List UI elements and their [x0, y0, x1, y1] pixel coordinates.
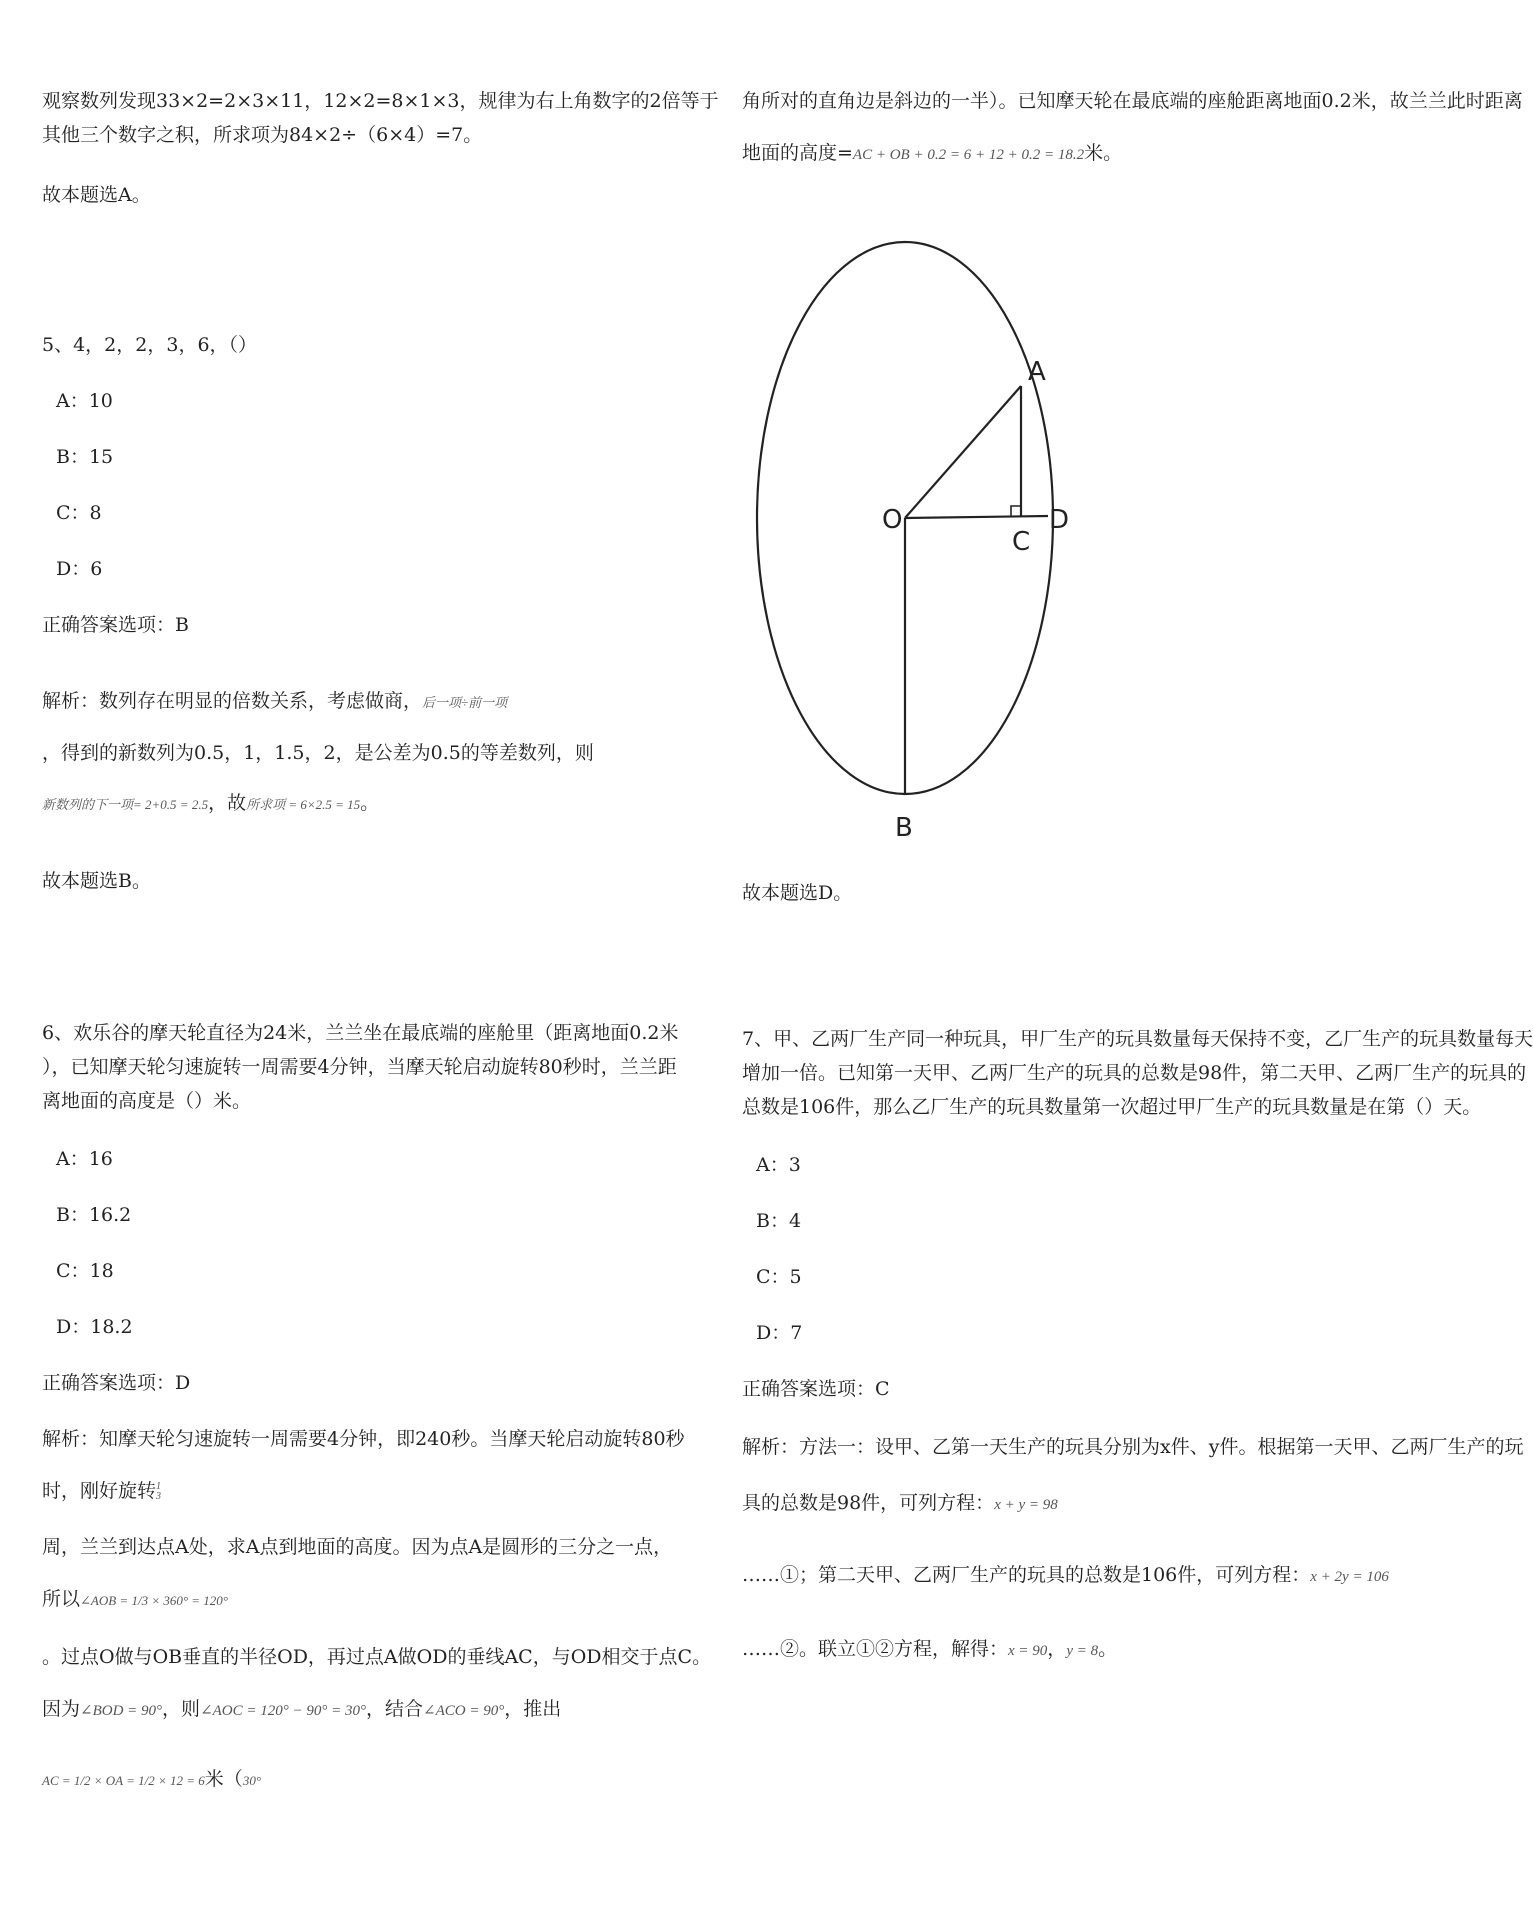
q5-formula-next-term: 新数列的下一项= 2+0.5 = 2.5: [42, 797, 209, 812]
q6-then: ，则: [162, 1698, 201, 1720]
q5-option-b: B：15: [56, 446, 114, 468]
q5-analysis-line-3: [42, 790, 379, 818]
q7-stem-line-2: 增加一倍。已知第一天甲、乙两厂生产的玩具的总数是98件，第二天甲、乙两厂生产的玩具的: [742, 1062, 1527, 1084]
q5-analysis-end: 。: [360, 792, 380, 814]
label-a: A: [1028, 357, 1046, 387]
right-angle-marker: [1011, 506, 1021, 516]
label-c: C: [1012, 527, 1031, 557]
q7-total-day1-text: 具的总数是98件，可列方程：: [742, 1492, 995, 1514]
radius-od: [905, 516, 1048, 518]
q6-option-c: C：18: [56, 1260, 114, 1282]
q7-option-b: B：4: [756, 1210, 802, 1232]
q5-analysis-line-1: [42, 688, 507, 716]
q5-analysis-text: 解析：数列存在明显的倍数关系，考虑做商，: [42, 690, 423, 712]
prev-solution-line-1: 观察数列发现33×2=2×3×11，12×2=8×1×3，规律为右上角数字的2倍等于: [42, 90, 719, 112]
label-o: O: [882, 505, 903, 535]
q6-stem-line-1: 6、欢乐谷的摩天轮直径为24米，兰兰坐在最底端的座舱里（距离地面0.2米: [42, 1022, 679, 1044]
q6-continued-line-2: [742, 140, 1122, 168]
ferris-wheel-diagram: [750, 240, 1080, 850]
q6-continued-line-1: 角所对的直角边是斜边的一半）。已知摩天轮在最底端的座舱距离地面0.2米，故兰兰此时距离: [742, 90, 1523, 112]
q6-formula-aco: ∠ACO = 90°: [423, 1703, 505, 1719]
q5-analysis-mid: ，故: [208, 792, 247, 814]
fraction-numerator: 1: [156, 1481, 162, 1492]
q7-analysis-line-3: [742, 1562, 1389, 1590]
q6-height-unit: 米。: [1084, 142, 1123, 164]
q6-combine: ，结合: [366, 1698, 424, 1720]
q7-stem-line-1: 7、甲、乙两厂生产同一种玩具，甲厂生产的玩具数量每天保持不变，乙厂生产的玩具数量每天: [742, 1028, 1533, 1050]
q6-analysis-line-6: [42, 1696, 561, 1724]
q6-analysis-rotate-text: 时，刚好旋转: [42, 1480, 157, 1502]
q6-formula-aoc: ∠AOC = 120° − 90° = 30°: [200, 1703, 366, 1719]
q5-analysis-line-2: ，得到的新数列为0.5，1，1.5，2，是公差为0.5的等差数列，则: [42, 742, 594, 764]
ferris-wheel-figure: [750, 240, 1080, 850]
q6-analysis-so: 所以: [42, 1588, 81, 1610]
q5-stem: 5、4，2，2，3，6，（）: [42, 334, 258, 356]
q6-because: 因为: [42, 1698, 81, 1720]
q5-answer: 正确答案选项：B: [42, 614, 189, 636]
q7-stem-line-3: 总数是106件，那么乙厂生产的玩具数量第一次超过甲厂生产的玩具数量是在第（）天。: [742, 1096, 1482, 1118]
q7-analysis-line-4: [742, 1636, 1117, 1664]
q6-formula-ac: AC = 1/2 × OA = 1/2 × 12 = 6: [42, 1773, 205, 1788]
label-d: D: [1049, 505, 1070, 535]
q7-solution-y: y = 8: [1066, 1643, 1099, 1659]
q6-analysis-line-1: 解析：知摩天轮匀速旋转一周需要4分钟，即240秒。当摩天轮启动旋转80秒: [42, 1428, 685, 1450]
q6-formula-30-degree: 30°: [242, 1773, 262, 1788]
q6-conclusion: 故本题选D。: [742, 882, 853, 904]
q5-option-d: D：6: [56, 558, 103, 580]
q6-option-b: B：16.2: [56, 1204, 132, 1226]
q6-formula-height: AC + OB + 0.2 = 6 + 12 + 0.2 = 18.2: [852, 147, 1085, 163]
q5-formula-result: 所求项 = 6×2.5 = 15: [246, 797, 361, 812]
q7-option-d: D：7: [756, 1322, 803, 1344]
q7-solve-text: ……②。联立①②方程，解得：: [742, 1638, 1009, 1660]
q6-analysis-line-3: 周，兰兰到达点A处，求A点到地面的高度。因为点A是圆形的三分之一点，: [42, 1536, 673, 1558]
q5-formula-ratio: 后一项÷前一项: [422, 695, 508, 710]
q6-option-a: A：16: [56, 1148, 113, 1170]
q5-option-a: A：10: [56, 390, 113, 412]
q7-solution-end: 。: [1098, 1638, 1118, 1660]
q6-height-text: 地面的高度=: [742, 142, 853, 164]
q7-solution-x: x = 90: [1008, 1643, 1048, 1659]
q6-unit-meter: 米（: [204, 1768, 243, 1790]
q6-analysis-line-4: [42, 1586, 228, 1614]
q6-formula-bod: ∠BOD = 90°: [80, 1703, 163, 1719]
q5-conclusion: 故本题选B。: [42, 870, 151, 892]
q6-answer: 正确答案选项：D: [42, 1372, 191, 1394]
q7-equation-2: x + 2y = 106: [1310, 1569, 1389, 1585]
q6-analysis-line-5: 。过点O做与OB垂直的半径OD，再过点A做OD的垂线AC，与OD相交于点C。: [42, 1646, 712, 1668]
q5-option-c: C：8: [56, 502, 102, 524]
q7-solution-sep: ，: [1047, 1638, 1067, 1660]
q7-equation-1: x + y = 98: [994, 1497, 1058, 1513]
q7-analysis-line-2: [742, 1490, 1058, 1518]
q6-option-d: D：18.2: [56, 1316, 133, 1338]
q7-option-a: A：3: [756, 1154, 801, 1176]
q6-analysis-line-7: [42, 1766, 261, 1794]
q6-stem-line-2: ），已知摩天轮匀速旋转一周需要4分钟，当摩天轮启动旋转80秒时，兰兰距: [42, 1056, 677, 1078]
q7-answer: 正确答案选项：C: [742, 1378, 890, 1400]
q6-deduce: ，推出: [504, 1698, 562, 1720]
q7-option-c: C：5: [756, 1266, 802, 1288]
one-third-fraction: [156, 1482, 161, 1502]
label-b: B: [895, 813, 913, 843]
q6-stem-line-3: 离地面的高度是（）米。: [42, 1090, 252, 1112]
fraction-denominator: 3: [156, 1491, 162, 1502]
q7-analysis-line-1: 解析：方法一：设甲、乙第一天生产的玩具分别为x件、y件。根据第一天甲、乙两厂生产的玩: [742, 1436, 1524, 1458]
prev-solution-line-2: 其他三个数字之积，所求项为84×2÷（6×4）=7。: [42, 124, 483, 146]
radius-oa: [905, 386, 1021, 518]
q6-formula-aob: ∠AOB = 1/3 × 360° = 120°: [80, 1593, 229, 1608]
q7-total-day2-text: ……①；第二天甲、乙两厂生产的玩具的总数是106件，可列方程：: [742, 1564, 1311, 1586]
q6-analysis-line-2: [42, 1478, 161, 1504]
prev-conclusion: 故本题选A。: [42, 184, 151, 206]
